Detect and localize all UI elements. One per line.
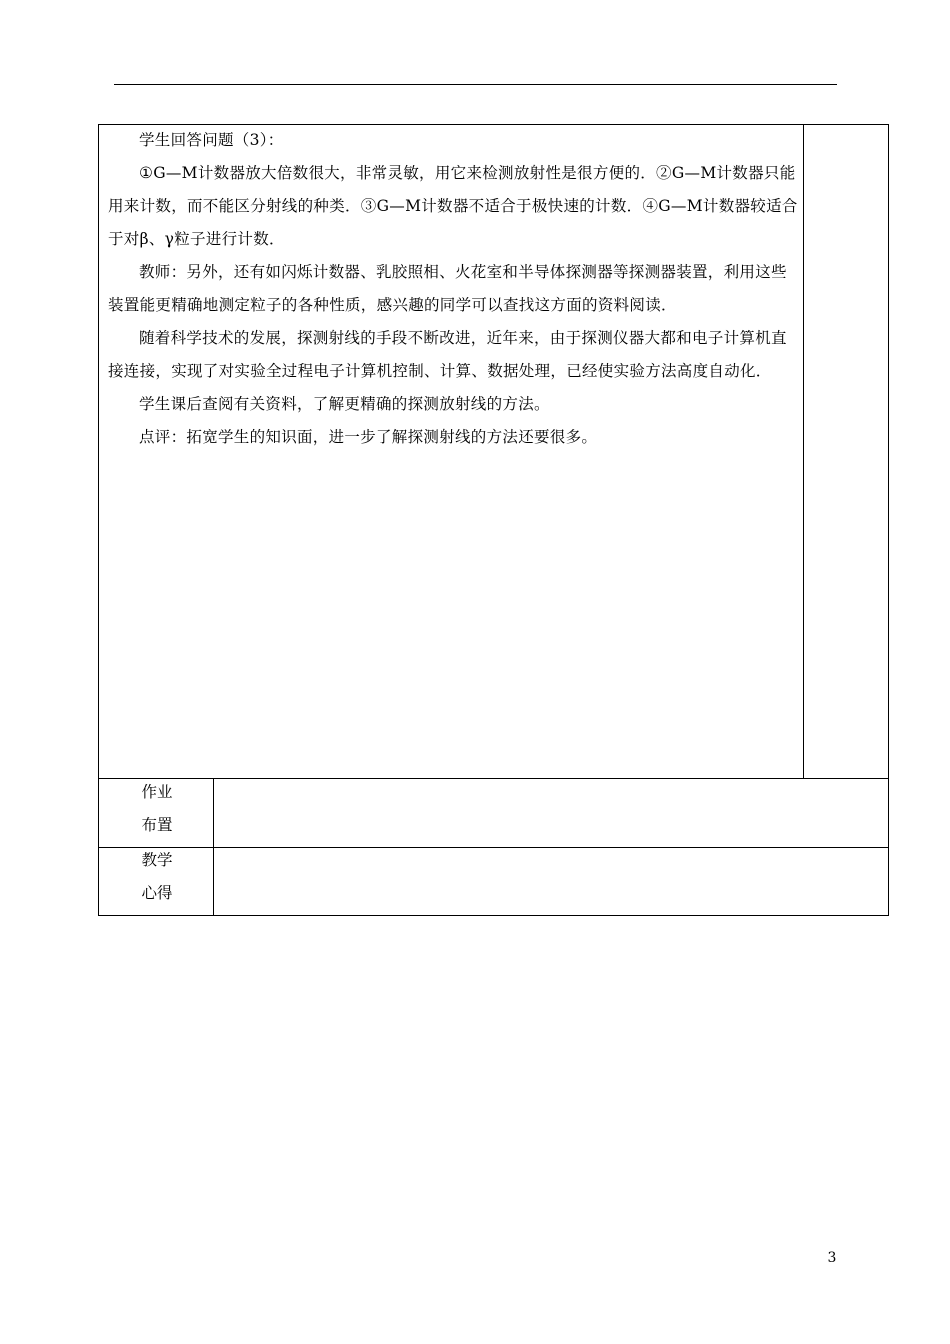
homework-label xyxy=(100,776,214,842)
reflection-label xyxy=(100,844,214,910)
paragraph: ①G—M计数器放大倍数很大，非常灵敏，用它来检测放射性是很方便的．②G—M计数器只能用来计数，而不能区分射线的种类．③G—M计数器不适合于极快速的计数．④G—M计数器较适合于对β、γ粒子进行计数． xyxy=(108,164,798,248)
paragraph: 随着科学技术的发展，探测射线的手段不断改进，近年来，由于探测仪器大都和电子计算机直接连接，实现了对实验全过程电子计算机控制、计算、数据处理，已经使实验方法高度自动化． xyxy=(108,329,787,380)
paragraph: 学生课后查阅有关资料，了解更精确的探测放射线的方法。 xyxy=(139,395,550,413)
homework-label-line1: 作业 xyxy=(141,783,173,801)
reflection-label-line1: 教学 xyxy=(141,851,173,869)
paragraph: 学生回答问题（3）： xyxy=(139,131,284,149)
reflection-content-cell xyxy=(214,848,888,915)
reflection-label-line2: 心得 xyxy=(141,884,173,902)
homework-label-line2: 布置 xyxy=(141,816,173,834)
paragraph: 教师：另外，还有如闪烁计数器、乳胶照相、火花室和半导体探测器等探测器装置，利用这些装置能更精确地测定粒子的各种性质，感兴趣的同学可以查找这方面的资料阅读． xyxy=(108,263,787,314)
main-content-cell xyxy=(108,124,798,454)
paragraph: 点评：拓宽学生的知识面，进一步了解探测射线的方法还要很多。 xyxy=(139,428,598,446)
header-rule xyxy=(114,84,837,85)
main-right-column-divider xyxy=(803,124,804,779)
page-number: 3 xyxy=(827,1250,837,1266)
homework-content-cell xyxy=(214,779,888,847)
